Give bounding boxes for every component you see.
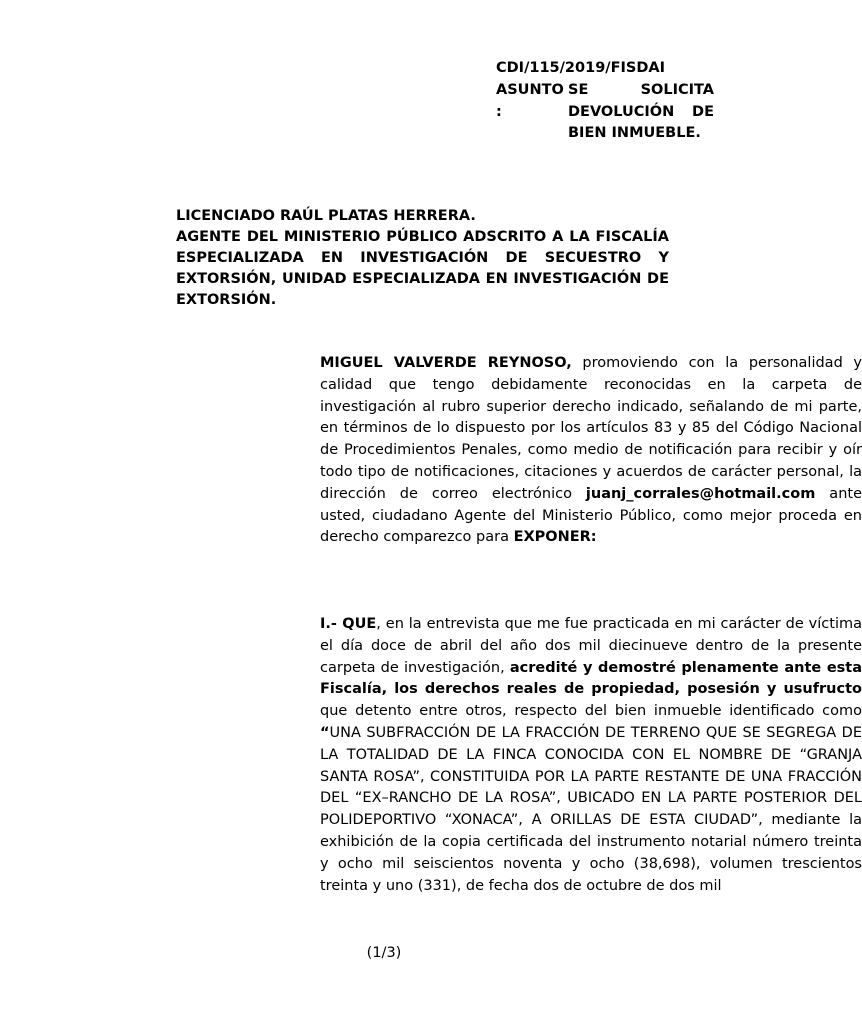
notification-email: juanj_corrales@hotmail.com [585,485,816,502]
page-number: (1/3) [366,945,402,961]
section-one-rights: acredité y demostré plenamente ante esta Fiscalía, los derechos reales de propiedad, posesión y usufructo [320,659,862,698]
addressee-block [176,206,669,311]
addressee-name: LICENCIADO RAÚL PLATAS HERRERA. [176,208,476,224]
section-one-paragraph [178,614,862,897]
petitioner-name: MIGUEL VALVERDE REYNOSO, [320,355,572,371]
intro-text-b: ante usted, ciudadano Agente del Ministerio Público, como mejor proceda en derecho comparezco para [320,485,862,546]
section-one-property-description: UNA SUBFRACCIÓN DE LA FRACCIÓN DE TERRENO QUE SE SEGREGA DE LA TOTALIDAD DE LA FINCA CONOCIDA CON EL NOMBRE DE “GRANJA SANTA ROSA”, CONSTITUIDA POR LA PARTE RESTANTE DE UNA FRACCIÓN DEL “EX–RANCHO DE LA ROSA”, UBICADO EN LA PARTE POSTERIOR DEL POLIDEPORTIVO “XONACA”, A ORILLAS DE ESTA CIUDAD”, mediante la exhibición de la copia certificada del instrumento notarial número treinta y ocho mil seiscientos noventa y ocho (38,698), volumen trescientos treinta y uno (331), de fecha dos de octubre de dos mil [320,724,862,894]
intro-paragraph [178,353,862,549]
subject-label: ASUNTO : [496,82,564,120]
section-one-text-c: que detento entre otros, respecto del bien inmueble identificado como [320,703,862,720]
intro-text-a: promoviendo con la personalidad y calidad que tengo debidamente reconocidas en la carpeta de investigación al rubro superior derecho indicado, señalando de mi parte, en términos de lo dispuesto por los artículos 83 y 85 del Código Nacional de Procedimientos Penales, como medio de notificación para recibir y oír todo tipo de notificaciones, citaciones y acuerdos de carácter personal, la dirección de correo electrónico [320,355,862,502]
addressee-position: AGENTE DEL MINISTERIO PÚBLICO ADSCRITO A LA FISCALÍA ESPECIALIZADA EN INVESTIGACIÓN DE SECUESTRO Y EXTORSIÓN, UNIDAD ESPECIALIZADA EN INVESTIGACIÓN DE EXTORSIÓN. [176,229,669,308]
case-number: CDI/115/2019/FISDAI [496,60,665,76]
section-one-label: I.- QUE [320,616,377,632]
subject-text: SE SOLICITA DEVOLUCIÓN DE BIEN INMUEBLE. [568,82,714,141]
section-one-text-a: , en la entrevista que me fue practicada en mi carácter de víctima el día doce de abril del año dos mil diecinueve dentro de la presente carpeta de investigación, [320,616,862,676]
expose-heading: EXPONER: [513,529,597,546]
subject-block [496,80,714,145]
section-one-quote-open: “ [320,724,330,741]
